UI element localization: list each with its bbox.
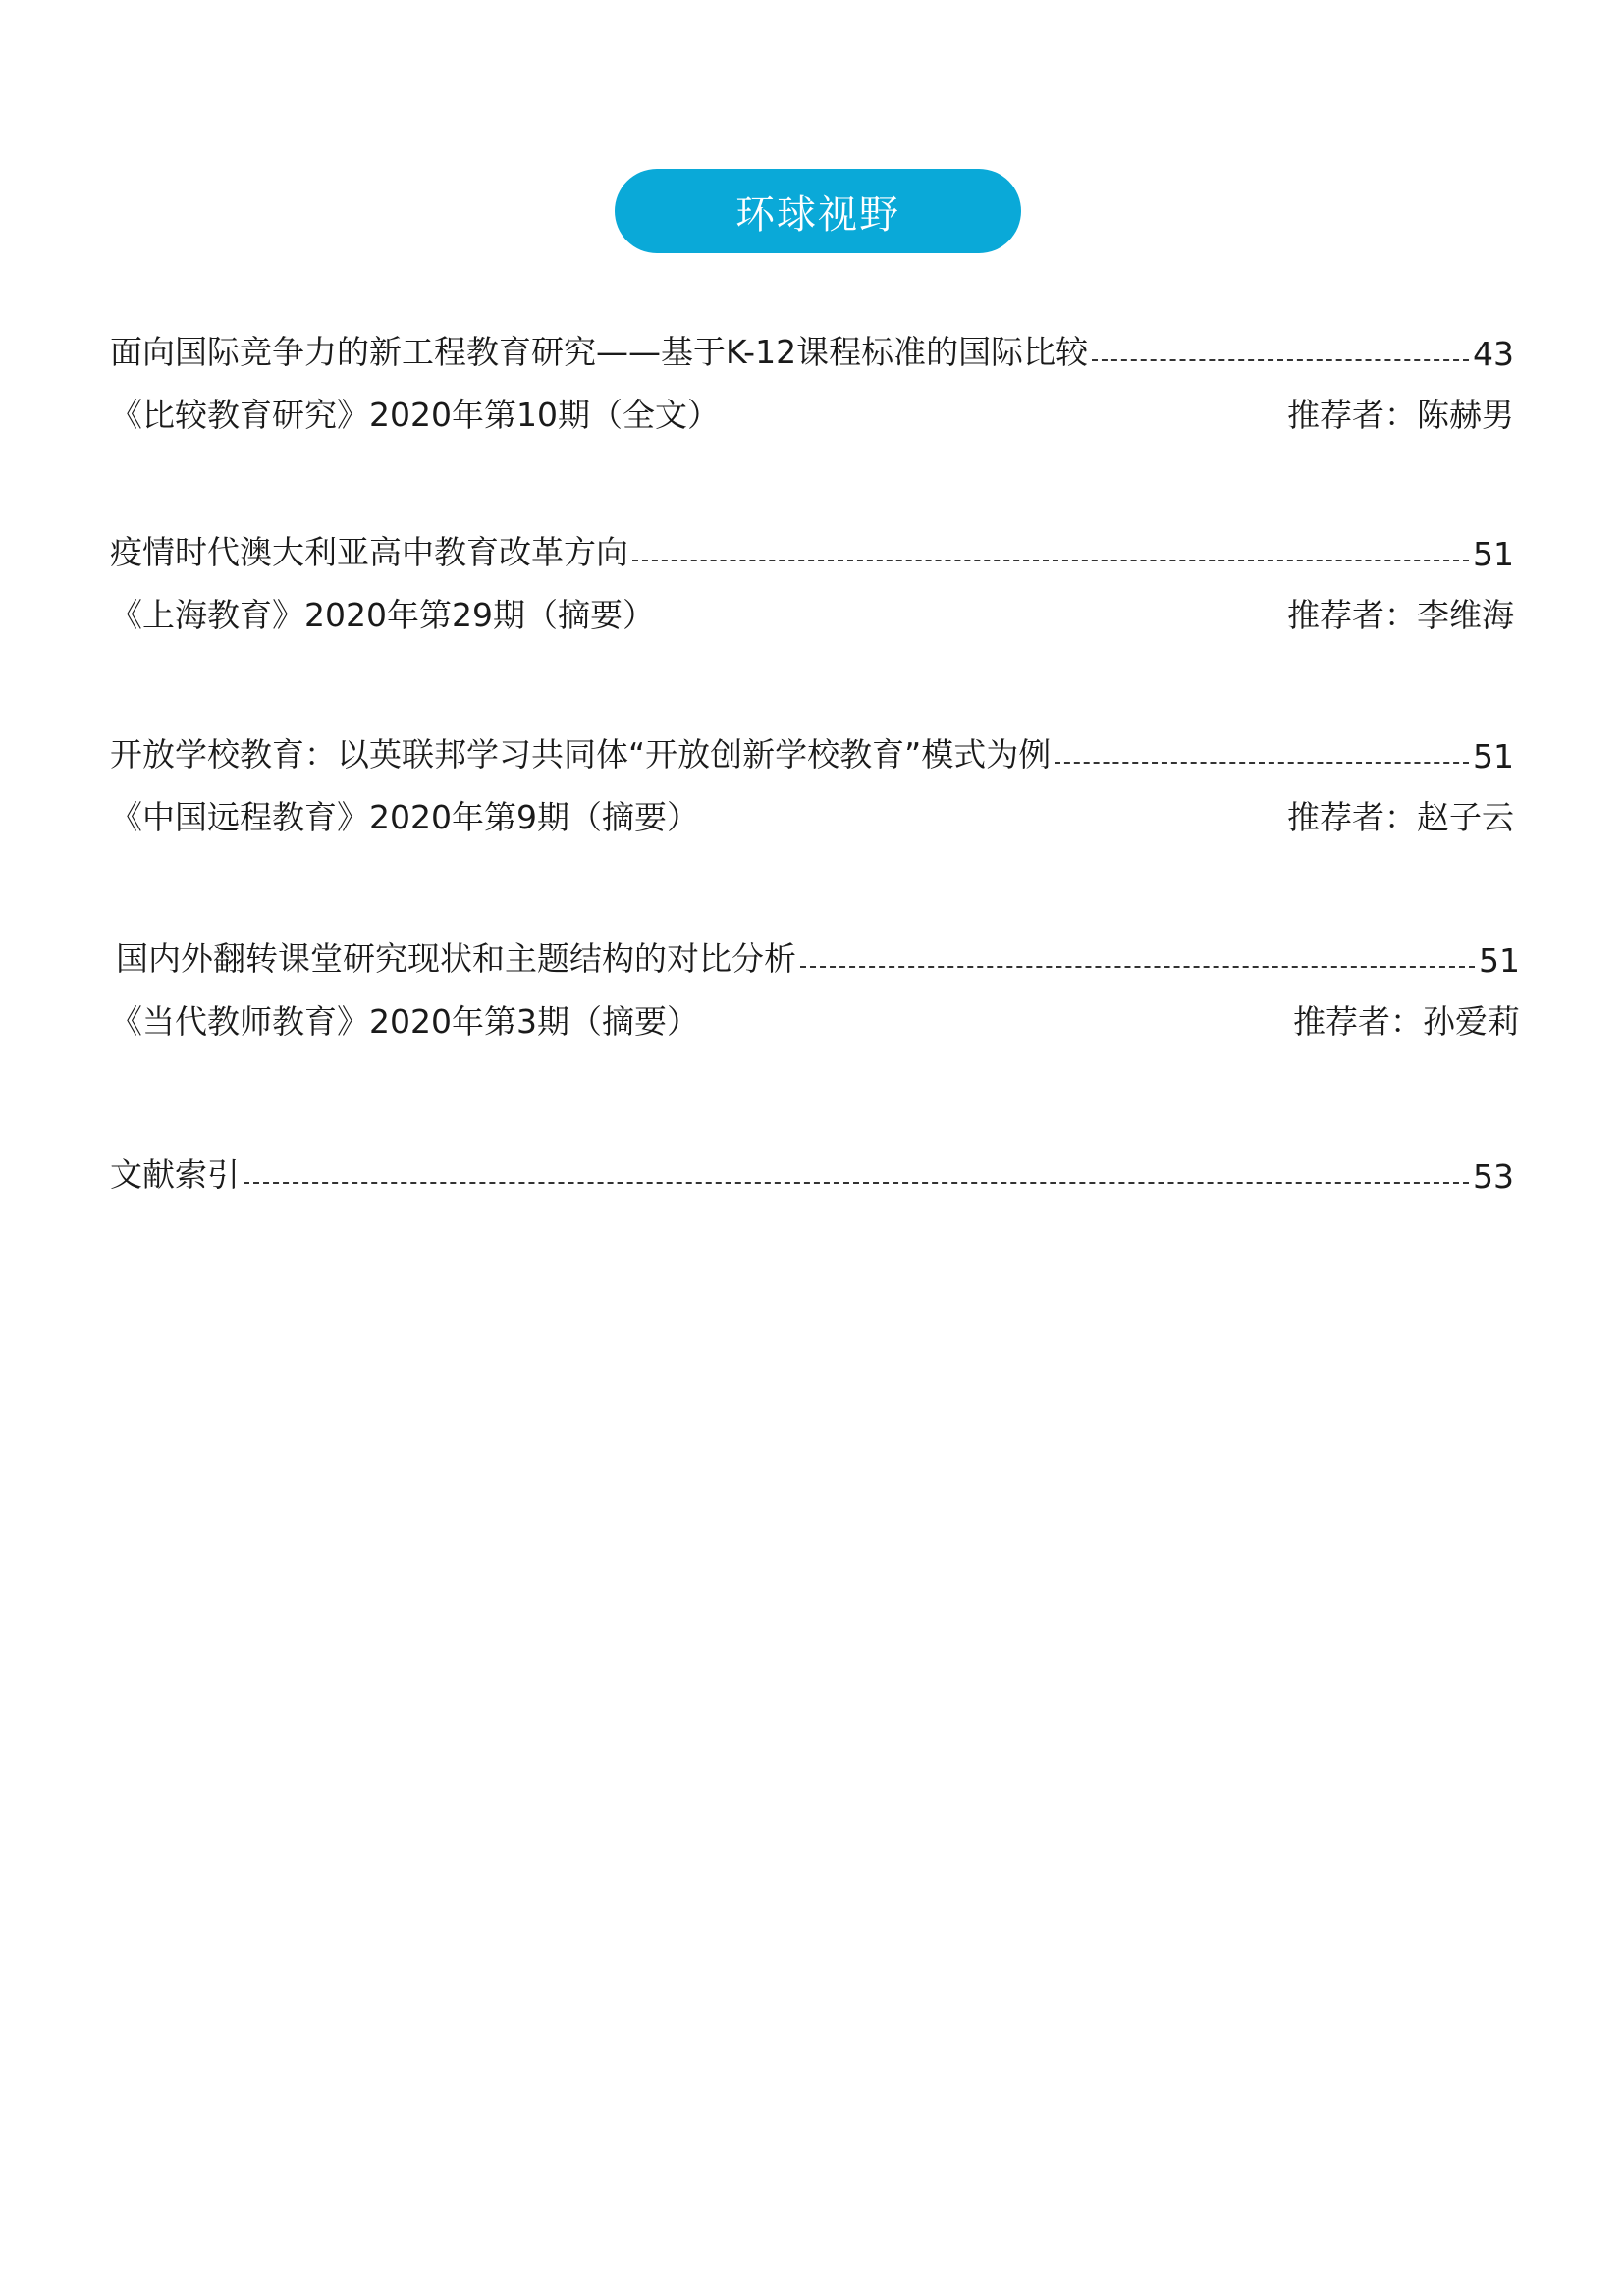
toc-entry-source-line — [110, 391, 1514, 436]
toc-entry-title[interactable]: 面向国际竞争力的新工程教育研究——基于K-12课程标准的国际比较 — [110, 333, 1089, 371]
toc-entry-page: 51 — [1479, 941, 1520, 980]
toc-entry-source-line — [110, 997, 1520, 1042]
recommender-name: 孙爱莉 — [1423, 1002, 1520, 1041]
recommender-label: 推荐者： — [1293, 1002, 1423, 1041]
toc-entry-page: 51 — [1473, 737, 1514, 775]
recommender — [1293, 996, 1520, 1042]
toc-entry-page: 43 — [1473, 335, 1514, 373]
recommender-label: 推荐者： — [1287, 596, 1417, 634]
toc-index-page: 53 — [1473, 1157, 1514, 1196]
recommender-label: 推荐者： — [1287, 396, 1417, 434]
toc-entry-title[interactable]: 疫情时代澳大利亚高中教育改革方向 — [110, 533, 628, 571]
section-header-pill — [615, 169, 1021, 253]
recommender-name: 李维海 — [1417, 596, 1514, 634]
dot-leader — [1055, 762, 1469, 764]
dot-leader — [244, 1182, 1469, 1184]
dot-leader — [632, 560, 1469, 561]
toc-entry — [110, 328, 1514, 436]
toc-index-title[interactable]: 文献索引 — [110, 1155, 240, 1194]
dot-leader — [1092, 359, 1469, 361]
toc-entry-page: 51 — [1473, 535, 1514, 573]
toc-index-line[interactable] — [110, 1150, 1514, 1196]
recommender-label: 推荐者： — [1287, 798, 1417, 836]
recommender — [1287, 792, 1514, 838]
toc-entry-title-line[interactable] — [110, 730, 1514, 775]
recommender — [1287, 390, 1514, 436]
toc-entry-title-line[interactable] — [116, 934, 1520, 980]
toc-entry-source: 《比较教育研究》2020年第10期（全文） — [110, 396, 720, 434]
toc-entry-title-line[interactable] — [110, 528, 1514, 573]
toc-entry-source-line — [110, 793, 1514, 838]
section-title: 环球视野 — [735, 191, 900, 238]
toc-index-entry — [110, 1150, 1514, 1196]
toc-entry — [110, 934, 1520, 1042]
toc-entry-source: 《上海教育》2020年第29期（摘要） — [110, 596, 655, 634]
recommender-name: 赵子云 — [1417, 798, 1514, 836]
toc-entry — [110, 730, 1514, 838]
toc-entry-source-line — [110, 591, 1514, 636]
recommender — [1287, 590, 1514, 636]
toc-entry — [110, 528, 1514, 636]
toc-entry-source: 《当代教师教育》2020年第3期（摘要） — [110, 1002, 699, 1041]
toc-entry-title-line[interactable] — [110, 328, 1514, 373]
recommender-name: 陈赫男 — [1417, 396, 1514, 434]
dot-leader — [800, 966, 1475, 968]
toc-entry-title[interactable]: 国内外翻转课堂研究现状和主题结构的对比分析 — [116, 939, 796, 978]
toc-entry-source: 《中国远程教育》2020年第9期（摘要） — [110, 798, 699, 836]
toc-entry-title[interactable]: 开放学校教育：以英联邦学习共同体“开放创新学校教育”模式为例 — [110, 735, 1052, 774]
